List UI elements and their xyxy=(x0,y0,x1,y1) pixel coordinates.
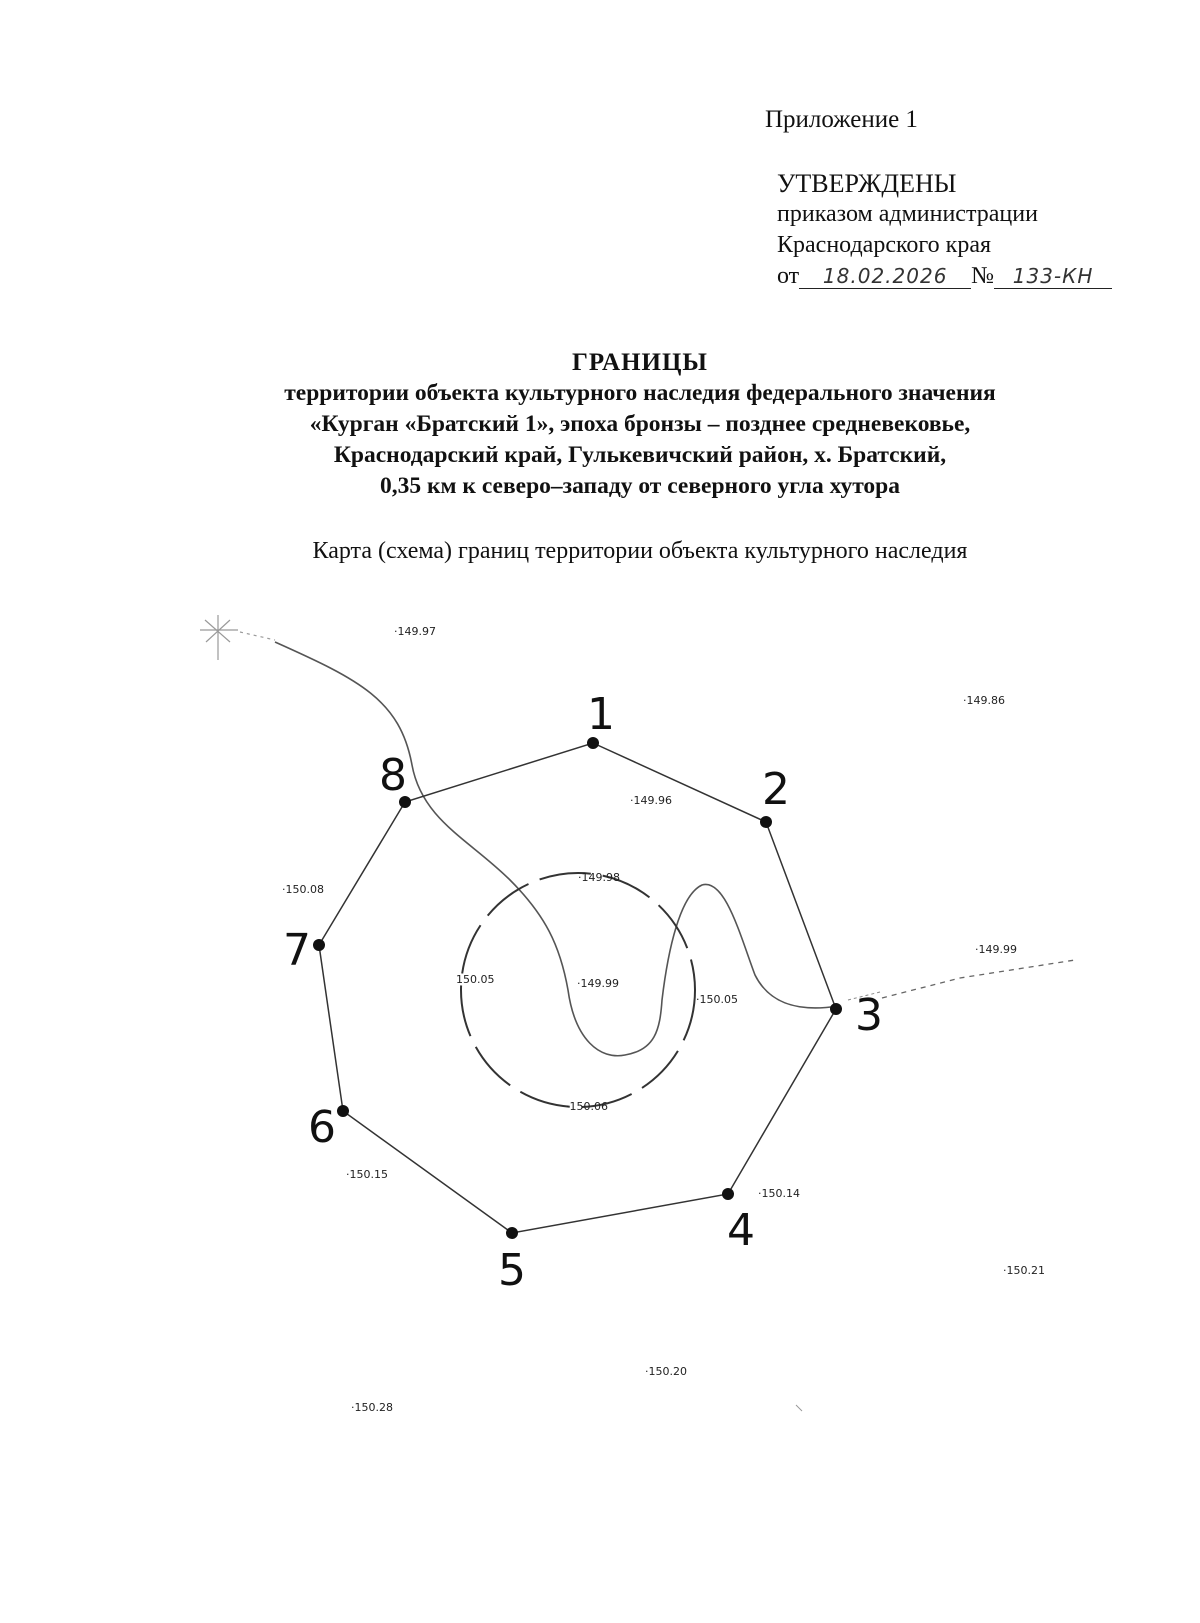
elevation-mark: ·150.05 xyxy=(696,993,738,1006)
track-line-east xyxy=(882,960,1075,998)
elevation-mark: ·150.14 xyxy=(758,1187,800,1200)
elevation-mark: ·149.99 xyxy=(577,977,619,990)
elevation-mark: ·150.06 xyxy=(566,1100,608,1113)
title-line-1: территории объекта культурного наследия федерального значения xyxy=(284,380,996,406)
title-line-2: «Курган «Братский 1», эпоха бронзы – позднее средневековье, xyxy=(309,411,971,437)
vertex-label-4: 4 xyxy=(727,1205,755,1256)
elevation-mark: ·150.20 xyxy=(645,1365,687,1378)
vertex-label-5: 5 xyxy=(498,1245,526,1296)
elevation-marks xyxy=(282,625,1045,1414)
vertex-label-1: 1 xyxy=(587,689,615,740)
appendix-label: Приложение 1 xyxy=(765,106,918,133)
elevation-mark: ·149.98 xyxy=(578,871,620,884)
title-main: ГРАНИЦЫ xyxy=(572,349,708,376)
from-prefix: от xyxy=(777,263,800,289)
elevation-mark: 150.05 xyxy=(456,973,495,986)
approved-heading: УТВЕРЖДЕНЫ xyxy=(777,169,957,198)
title-line-3: Краснодарский край, Гулькевичский район, х. Братский, xyxy=(333,442,947,468)
handwritten-date: 18.02.2026 xyxy=(799,264,971,289)
elevation-mark: ·150.21 xyxy=(1003,1264,1045,1277)
approved-line-3: Краснодарского края xyxy=(777,232,992,258)
vertex-2 xyxy=(760,816,772,828)
title-line-4: 0,35 км к северо–западу от северного угла хутора xyxy=(379,473,900,499)
mound-contour xyxy=(461,873,695,1107)
vertex-6 xyxy=(337,1105,349,1117)
vertex-label-3: 3 xyxy=(855,990,883,1041)
elevation-mark: ·149.99 xyxy=(975,943,1017,956)
vertex-label-6: 6 xyxy=(308,1102,336,1153)
stray-mark xyxy=(796,1405,802,1411)
vertex-label-8: 8 xyxy=(379,750,407,801)
vertex-label-7: 7 xyxy=(283,925,311,976)
elevation-mark: ·150.08 xyxy=(282,883,324,896)
handwritten-number: 133-КН xyxy=(994,264,1112,289)
approved-line-2: приказом администрации xyxy=(777,201,1038,227)
vertex-5 xyxy=(506,1227,518,1239)
number-prefix: № xyxy=(971,263,995,289)
vertex-7 xyxy=(313,939,325,951)
elevation-mark: ·149.97 xyxy=(394,625,436,638)
elevation-mark: ·150.28 xyxy=(351,1401,393,1414)
winding-line xyxy=(275,642,838,1056)
elevation-mark: ·150.15 xyxy=(346,1168,388,1181)
vertex-label-2: 2 xyxy=(762,764,790,815)
elevation-mark: ·149.86 xyxy=(963,694,1005,707)
vertex-4 xyxy=(722,1188,734,1200)
north-arrow-icon xyxy=(200,615,275,660)
vertex-3 xyxy=(830,1003,842,1015)
map-subtitle: Карта (схема) границ территории объекта культурного наследия xyxy=(312,538,968,564)
elevation-mark: ·149.96 xyxy=(630,794,672,807)
